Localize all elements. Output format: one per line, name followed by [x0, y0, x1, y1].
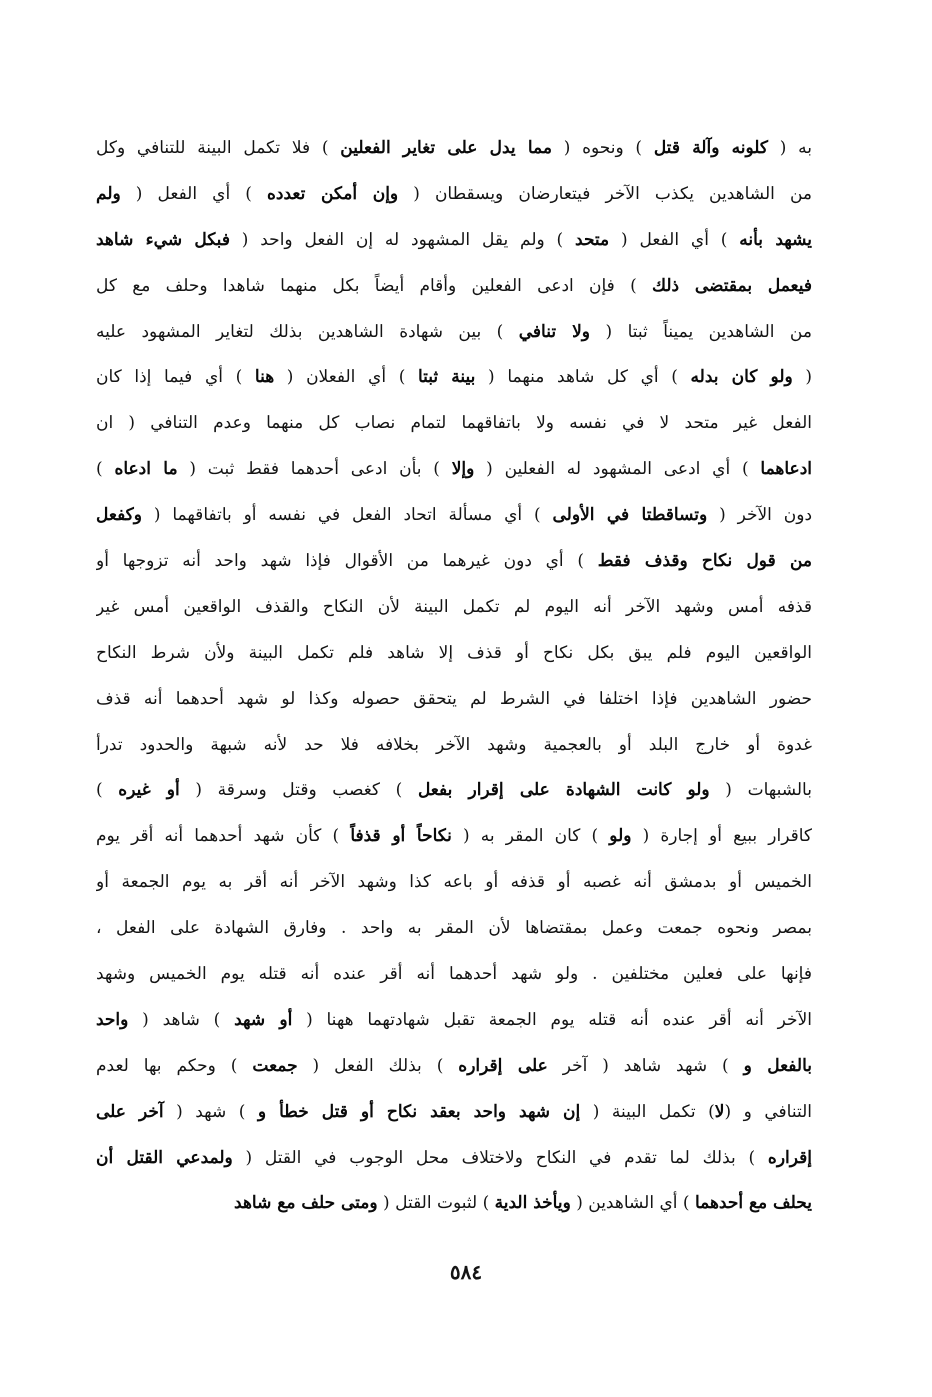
text-run: ) أي الشاهدين ( [570, 1193, 695, 1214]
text-run: ) كان المقر به ( [451, 826, 610, 847]
bold-text-run: يحلف مع أحدهما [694, 1193, 812, 1214]
text-run: ) كأن شهد أحدهما أنه أقر يوم [96, 826, 351, 847]
text-line [96, 310, 812, 356]
text-run: دون الآخر ( [707, 505, 812, 526]
text-line [96, 952, 812, 998]
text-line [96, 172, 812, 218]
bold-text-run: هنا [254, 367, 275, 388]
text-line [96, 906, 812, 952]
bold-text-run: وكفعل [96, 505, 142, 526]
bold-text-run: يشهد بأنه [739, 229, 812, 250]
text-run: ) [96, 780, 119, 801]
bold-text-run: مما يدل على تغاير الفعلين [340, 138, 552, 158]
bold-text-run: جمعت [252, 1055, 298, 1076]
text-line [96, 126, 812, 172]
text-run: ) أي الفعل ( [120, 183, 268, 204]
text-line [96, 860, 812, 906]
text-run: ) كغصب وقتل وسرقة ( [179, 780, 418, 801]
body-text [96, 126, 812, 1227]
text-run: التنافي و ( [724, 1101, 812, 1122]
text-run: الخميس أو بدمشق أنه غصبه أو قذفه أو باعه كذا وشهد الآخر أنه أقر به يوم الجمعة أو [96, 872, 812, 893]
text-line [96, 1136, 812, 1182]
text-run: ) شهد شاهد ( آخر [547, 1055, 744, 1076]
bold-text-run: ادعاهما [760, 459, 812, 480]
bold-text-run: ولو [609, 826, 632, 847]
bold-text-run: نكاحاً أو قذفاً [350, 826, 452, 847]
bold-text-run: كلونه وآلة قتل [653, 138, 769, 158]
bold-text-run: وإلا [451, 459, 475, 480]
bold-text-run: ولم [96, 183, 121, 204]
text-run: ) شاهد ( [128, 1009, 235, 1030]
bold-text-run: بالفعل و [743, 1055, 812, 1076]
text-line [96, 998, 812, 1044]
text-run: ) ولم يقل المشهود له إن الفعل واحد ( [229, 229, 576, 250]
bold-text-run: وتساقطتا في الأولى [552, 505, 708, 526]
bold-text-run: أو شهد [234, 1009, 293, 1030]
text-line [96, 631, 812, 677]
bold-text-run: واحد [96, 1009, 129, 1030]
text-line [96, 677, 812, 723]
bold-text-run: ولا تنافي [518, 321, 590, 342]
text-run: ) بأن ادعى أحدهما فقط ثبت ( [177, 459, 452, 480]
text-line [96, 264, 812, 310]
text-run: الفعل غير متحد لا في نفسه ولا باتفاقهما لتمام نصاب كل منهما وعدم التنافي ( ان [96, 413, 812, 434]
text-run: ) أي فيما إذا كان [96, 367, 255, 388]
text-run: ) أي الفعلان ( [274, 367, 418, 388]
text-run: ) بذلك لما تقدم في النكاح ولاختلاف محل الوجوب في القتل ( [232, 1147, 768, 1168]
text-run: قذفه أمس وشهد الآخر أنه اليوم لم تكمل البينة لأن النكاح والقذف الواقعين أمس غير [96, 596, 812, 617]
bold-text-run: ولو كان بدله [690, 367, 793, 388]
bold-text-run: على إقراره [458, 1055, 548, 1076]
text-run: به ( [768, 138, 812, 158]
text-run: ) تكمل البينة ( [580, 1101, 715, 1122]
text-run: ) أي كل شاهد منهما ( [475, 367, 691, 388]
bold-text-run: من قول نكاح وقذف فقط [597, 551, 812, 572]
text-line [96, 1181, 812, 1227]
text-run: من الشاهدين يكذب الآخر فيتعارضان ويسقطان ( [398, 183, 812, 204]
text-run: غدوة أو خارج البلد أو بالعجمية وشهد الآخر بخلافه فلا حد لأنه شبهة والحدود تدرأ [96, 734, 812, 755]
text-run: بالشبهات ( [709, 780, 812, 801]
text-run: ( [792, 367, 812, 388]
text-line [96, 218, 812, 264]
bold-text-run: آخر على [96, 1101, 164, 1122]
bold-text-run: ويأخذ الدية [494, 1193, 571, 1214]
text-line [96, 401, 812, 447]
text-run: ) أي مسألة اتحاد الفعل في نفسه أو باتفاقهما ( [141, 505, 553, 526]
text-line [96, 1090, 812, 1136]
bold-text-run: إن شهد واحد بعقد نكاح أو قتل خطأ و [257, 1101, 581, 1122]
text-run: الواقعين اليوم فلم يبق بكل نكاح أو قذف إلا شاهد فلم تكمل البينة ولأن شرط النكاح [96, 642, 812, 663]
bold-text-run: لا [714, 1101, 725, 1122]
text-run: ) بذلك الفعل ( [297, 1055, 459, 1076]
text-run: حضور الشاهدين فإذا اختلفا في الشرط لم يتحقق حصوله وكذا لو شهد أحدهما أنه قذف [96, 688, 812, 709]
text-run: ) [96, 459, 115, 480]
bold-text-run: ولمدعي القتل أن [96, 1147, 233, 1168]
bold-text-run: ما ادعاه [114, 459, 178, 480]
text-line [96, 447, 812, 493]
text-line [96, 814, 812, 860]
text-run: من الشاهدين يميناً ثبتا ( [590, 321, 812, 342]
text-line [96, 1044, 812, 1090]
text-line [96, 493, 812, 539]
bold-text-run: فبكل شيء شاهد [96, 229, 230, 250]
bold-text-run: ومتى حلف مع شاهد [234, 1193, 378, 1214]
text-run: ) ونحوه ( [551, 138, 654, 158]
bold-text-run: ولو كانت الشهادة على إقرار بفعل [417, 780, 710, 801]
text-run: فإنها على فعلين مختلفين . ولو شهد أحدهما أنه أقر عنده أنه قتله يوم الخميس وشهد [96, 964, 812, 985]
text-run: ) فإن ادعى الفعلين وأقام أيضاً بكل منهما شاهدا وحلف مع كل [96, 275, 652, 296]
text-run: ) أي ادعى المشهود له الفعلين ( [474, 459, 761, 480]
text-run: ) لثبوت القتل ( [377, 1193, 495, 1214]
text-run: ) فلا تكمل البينة للتنافي وكل [96, 138, 341, 158]
bold-text-run: بينة ثبتا [417, 367, 476, 388]
text-run: بمصر ونحوه جمعت وعمل بمقتضاها لأن المقر به واحد . وفارق الشهادة على الفعل ، [96, 918, 812, 939]
text-line [96, 539, 812, 585]
bold-text-run: متحد [575, 229, 610, 250]
bold-text-run: أو غيره [118, 780, 180, 801]
text-line [96, 723, 812, 769]
bold-text-run: إقراره [767, 1147, 812, 1168]
text-run: ) أي الفعل ( [609, 229, 740, 250]
text-run: ) أي دون غيرهما من الأقوال فإذا شهد واحد أنه تزوجها أو [96, 551, 598, 572]
text-run: ) وحكم بها لعدم [96, 1055, 253, 1076]
bold-text-run: فيعمل بمقتضى ذلك [652, 275, 812, 296]
text-run: الآخر أنه أقر عنده أنه قتله يوم الجمعة تقبل شهادتهما ههنا ( [292, 1009, 812, 1030]
text-run: كاقرار ببيع أو إجارة ( [631, 826, 812, 847]
bold-text-run: وإن أمكن تعدده [267, 183, 399, 204]
text-run: ) شهد ( [163, 1101, 258, 1122]
text-line [96, 585, 812, 631]
page-number: ٥٨٤ [449, 1260, 483, 1284]
text-line [96, 355, 812, 401]
text-line [96, 768, 812, 814]
text-run: ) بين شهادة الشاهدين بذلك لتغاير المشهود عليه [96, 321, 519, 342]
